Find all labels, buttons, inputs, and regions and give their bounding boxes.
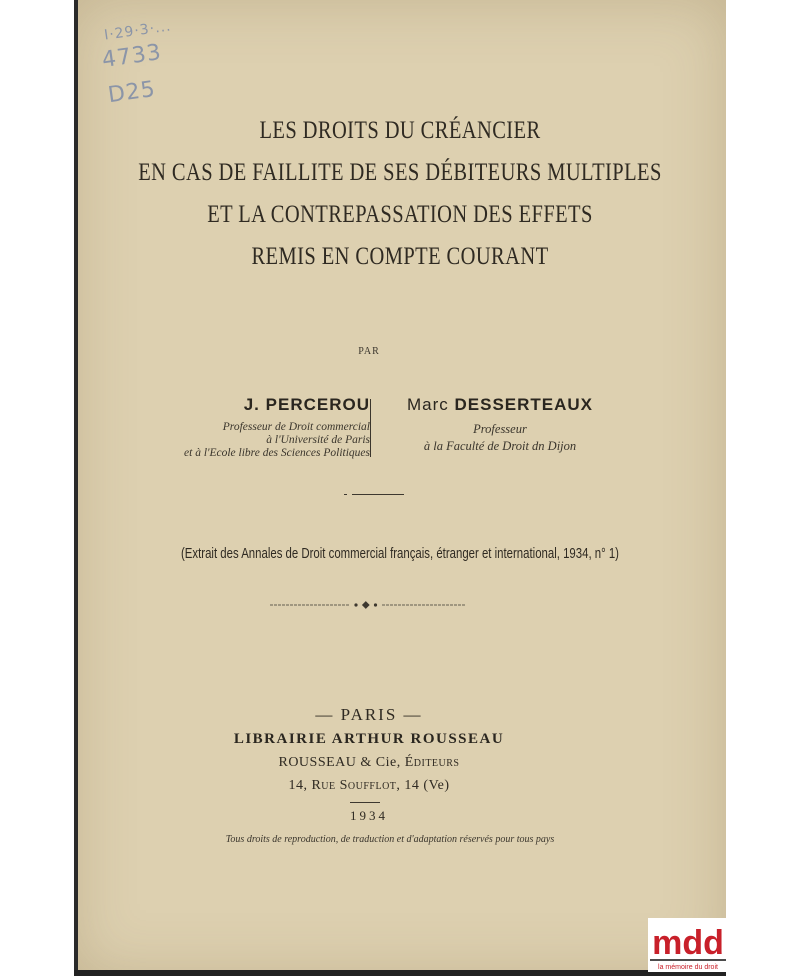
by-label: PAR <box>358 346 380 357</box>
book-title <box>133 110 668 278</box>
divider-tick <box>344 494 347 495</box>
handwritten-note-2: 4733 <box>100 39 164 74</box>
authors-block <box>74 395 726 475</box>
handwritten-note-3: D25 <box>106 76 158 109</box>
address-number: 14, <box>288 778 312 793</box>
publisher-name: LIBRAIRIE ARTHUR ROUSSEAU <box>233 731 505 747</box>
author-role-line: et à l'Ecole libre des Sciences Politiques <box>184 447 370 459</box>
title-line: REMIS EN COMPTE COURANT <box>251 243 549 270</box>
year-rule <box>350 802 380 803</box>
publisher-city: — PARIS — <box>315 705 423 724</box>
extract-note: (Extrait des Annales de Droit commercial français, étranger et international, 1934, n° 1) <box>181 545 619 562</box>
editeurs-label: Éditeurs <box>404 755 460 770</box>
author-role-line: à la Faculté de Droit dn Dijon <box>423 439 577 453</box>
author-role-line: à l'Université de Paris <box>266 434 370 446</box>
publication-year: 1934 <box>350 808 388 823</box>
title-line: EN CAS DE FAILLITE DE SES DÉBITEURS MULTIPLES <box>138 159 662 186</box>
author-name <box>380 395 620 415</box>
title-line: LES DROITS DU CRÉANCIER <box>259 117 541 144</box>
author-desserteaux <box>380 395 620 455</box>
title-line: ET LA CONTREPASSATION DES EFFETS <box>207 201 593 228</box>
author-initial: J. <box>243 395 260 414</box>
publisher-editeurs <box>74 755 664 771</box>
divider-rule <box>352 494 404 495</box>
author-first-name: Marc <box>406 395 449 414</box>
ornament-divider <box>270 600 466 610</box>
publisher-address <box>74 778 664 794</box>
address-street: Rue Soufflot <box>311 778 397 793</box>
author-divider <box>370 399 371 457</box>
logo-tagline: la mémoire du droit <box>658 964 718 971</box>
author-surname: DESSERTEAUX <box>454 395 594 414</box>
author-percerou <box>144 395 370 460</box>
rights-notice: Tous droits de reproduction, de traduction et d'adaptation réservés pour tous pays <box>225 834 555 845</box>
address-end: , 14 (Ve) <box>396 778 450 793</box>
author-name <box>144 395 370 415</box>
author-surname: PERCEROU <box>265 395 370 414</box>
cover-edge-shadow <box>74 0 78 976</box>
cover-bottom-edge <box>74 970 726 976</box>
editeurs-prefix: ROUSSEAU & Cie, <box>278 755 405 770</box>
author-role-line: Professeur de Droit commercial <box>222 421 370 433</box>
mdd-logo <box>648 918 728 972</box>
book-cover <box>74 0 726 976</box>
handwritten-note-1: I·29·3·... <box>103 18 173 44</box>
author-role-line: Professeur <box>473 422 527 436</box>
logo-letters: mdd <box>652 924 724 962</box>
